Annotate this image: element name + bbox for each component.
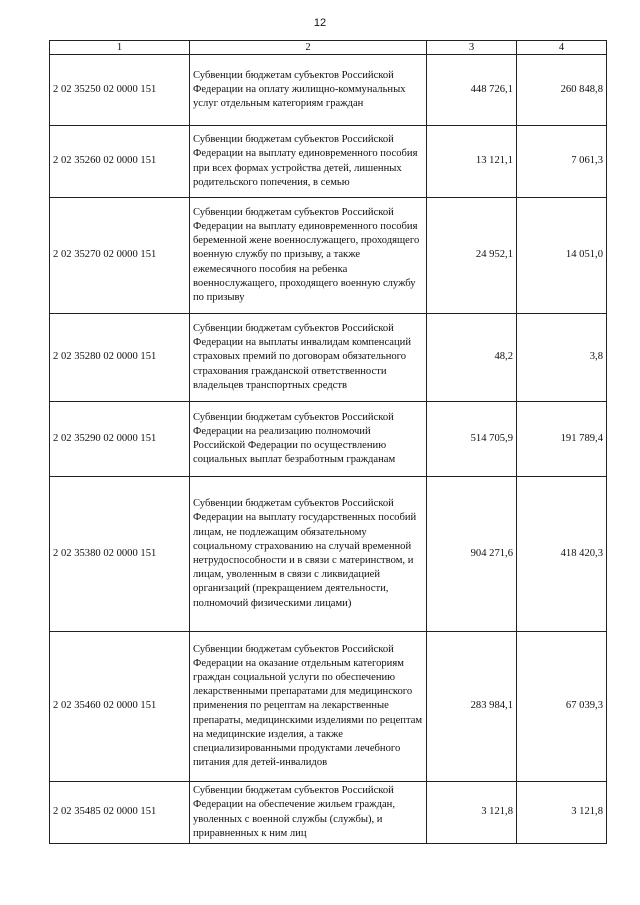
subvention-name-cell: Субвенции бюджетам субъектов Российской Федерации на оплату жилищно-коммунальных услуг отдельным категориям граждан — [190, 55, 427, 126]
value2-cell: 191 789,4 — [517, 402, 607, 477]
table-row — [50, 126, 607, 198]
value1-cell: 514 705,9 — [427, 402, 517, 477]
subvention-name-cell: Субвенции бюджетам субъектов Российской Федерации на выплату единовременного пособия при всех формах устройства детей, лишенных родительского попечения, в семью — [190, 126, 427, 198]
table-row — [50, 782, 607, 844]
subvention-name-cell: Субвенции бюджетам субъектов Российской Федерации на выплаты инвалидам компенсаций страховых премий по договорам обязательного страхования гражданской ответственности владельцев транспортных средств — [190, 314, 427, 402]
table-row — [50, 632, 607, 782]
page-number: 12 — [313, 17, 327, 29]
table-row — [50, 55, 607, 126]
budget-code-cell: 2 02 35270 02 0000 151 — [50, 198, 190, 314]
value1-cell: 48,2 — [427, 314, 517, 402]
value2-cell: 14 051,0 — [517, 198, 607, 314]
table-row — [50, 402, 607, 477]
budget-code-cell: 2 02 35250 02 0000 151 — [50, 55, 190, 126]
subvention-name-cell: Субвенции бюджетам субъектов Российской Федерации на реализацию полномочий Российской Федерации по осуществлению социальных выплат безработным гражданам — [190, 402, 427, 477]
column-header-name: 2 — [190, 41, 427, 55]
value1-cell: 904 271,6 — [427, 477, 517, 632]
subvention-name-cell: Субвенции бюджетам субъектов Российской Федерации на оказание отдельным категориям граждан социальной услуги по обеспечению лекарственными препаратами для медицинского применения по рецептам на лекарственные препараты, медицинскими изделиями по рецептам на медицинские изделия, а также специализированными продуктами лечебного питания для детей-инвалидов — [190, 632, 427, 782]
subvention-name-cell: Субвенции бюджетам субъектов Российской Федерации на обеспечение жильем граждан, уволенных с военной службы (службы), и приравненных к ним лиц — [190, 782, 427, 844]
budget-code-cell: 2 02 35260 02 0000 151 — [50, 126, 190, 198]
header-row — [50, 41, 607, 55]
value1-cell: 283 984,1 — [427, 632, 517, 782]
value2-cell: 418 420,3 — [517, 477, 607, 632]
column-header-value2: 4 — [517, 41, 607, 55]
column-header-value1: 3 — [427, 41, 517, 55]
budget-code-cell: 2 02 35290 02 0000 151 — [50, 402, 190, 477]
table-row — [50, 477, 607, 632]
value2-cell: 3,8 — [517, 314, 607, 402]
table-row — [50, 314, 607, 402]
budget-code-cell: 2 02 35280 02 0000 151 — [50, 314, 190, 402]
subvention-name-cell: Субвенции бюджетам субъектов Российской Федерации на выплату государственных пособий лицам, не подлежащим обязательному социальному страхованию на случай временной нетрудоспособности и в связи с материнством, и лицам, уволенным в связи с ликвидацией организаций (прекращением деятельности, полномочий физическими лицами) — [190, 477, 427, 632]
value2-cell: 260 848,8 — [517, 55, 607, 126]
value1-cell: 24 952,1 — [427, 198, 517, 314]
budget-table — [49, 40, 607, 844]
value2-cell: 7 061,3 — [517, 126, 607, 198]
budget-code-cell: 2 02 35485 02 0000 151 — [50, 782, 190, 844]
value1-cell: 3 121,8 — [427, 782, 517, 844]
budget-code-cell: 2 02 35380 02 0000 151 — [50, 477, 190, 632]
value2-cell: 3 121,8 — [517, 782, 607, 844]
subvention-name-cell: Субвенции бюджетам субъектов Российской Федерации на выплату единовременного пособия беременной жене военнослужащего, проходящего военную службу по призыву, а также ежемесячного пособия на ребенка военнослужащего, проходящего военную службу по призыву — [190, 198, 427, 314]
table-row — [50, 198, 607, 314]
column-header-code: 1 — [50, 41, 190, 55]
value2-cell: 67 039,3 — [517, 632, 607, 782]
value1-cell: 13 121,1 — [427, 126, 517, 198]
value1-cell: 448 726,1 — [427, 55, 517, 126]
budget-code-cell: 2 02 35460 02 0000 151 — [50, 632, 190, 782]
